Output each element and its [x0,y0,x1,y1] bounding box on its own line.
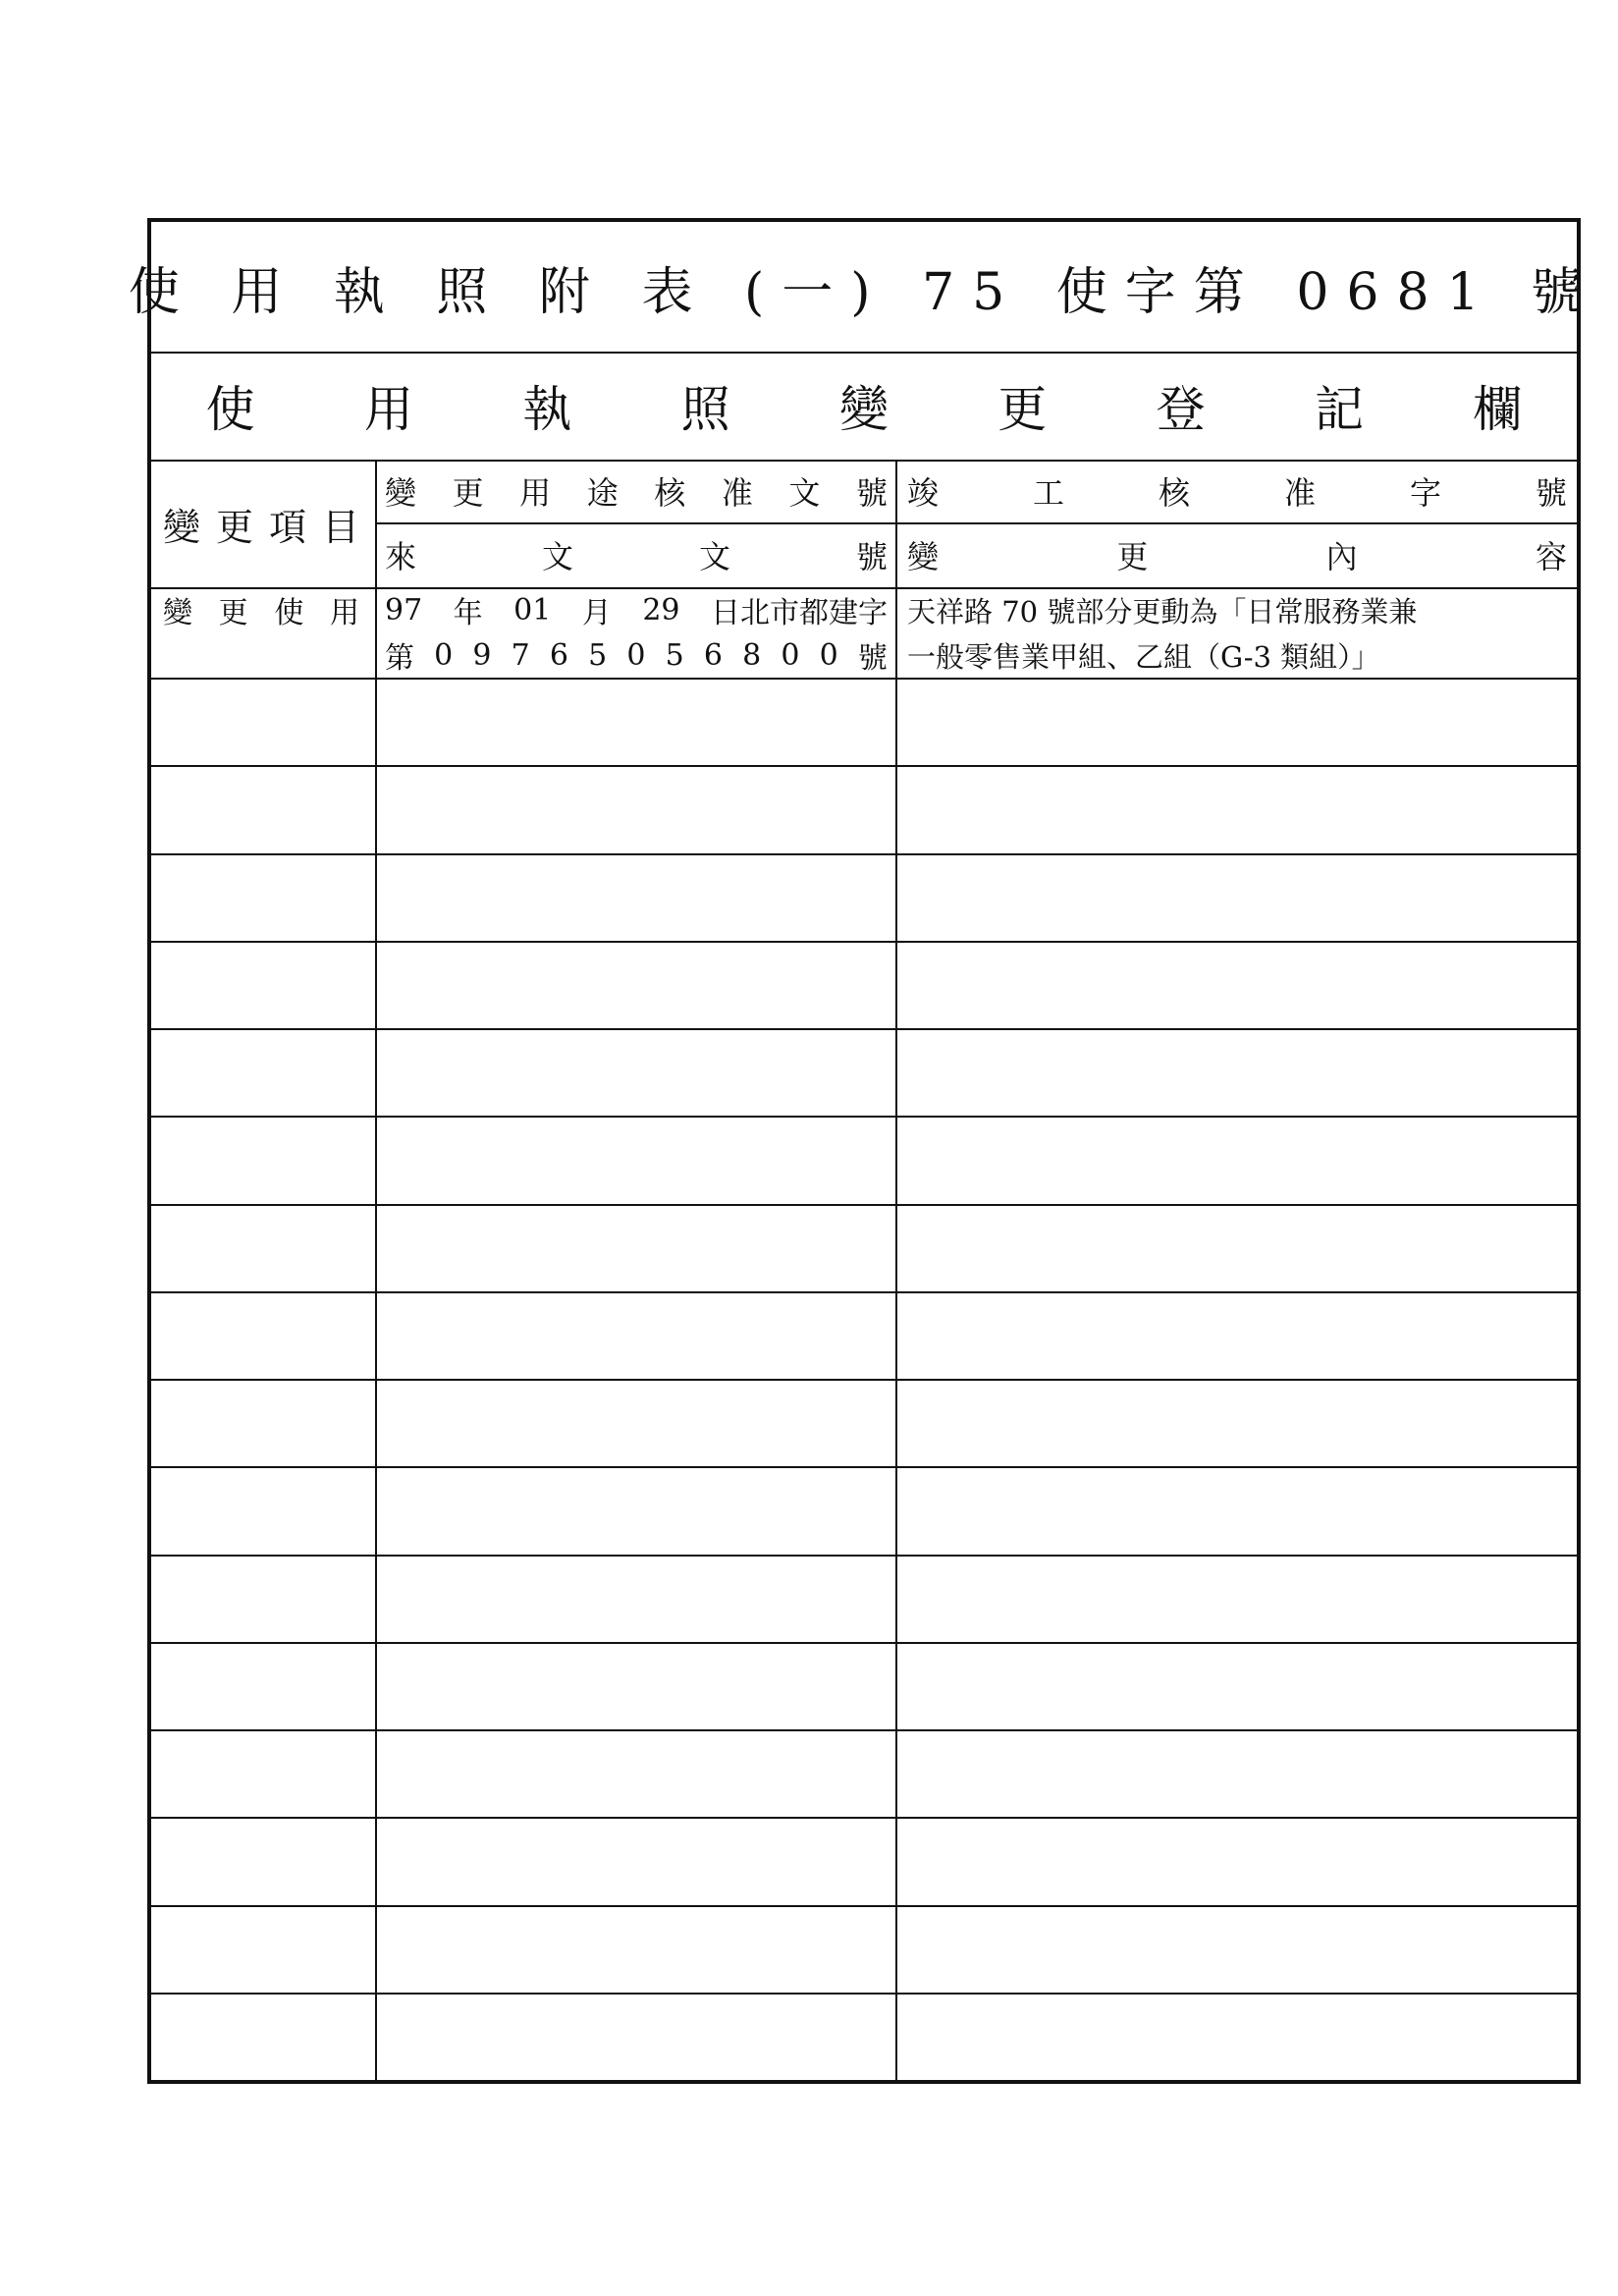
empty-table-row [151,853,1577,943]
header-char: 號 [1535,474,1567,512]
header-char: 變 [385,474,417,512]
section-title-char: 使 [205,381,255,438]
empty-table-row [151,1555,1577,1644]
doc-number-part: 29 [642,592,680,628]
section-title-char: 登 [1156,381,1206,438]
empty-table-row [151,765,1577,854]
header-char: 更 [452,474,484,512]
header-char: 用 [519,474,552,512]
doc-number-part: 0 [626,637,646,673]
table-row [151,587,1577,680]
section-title-char: 用 [363,381,413,438]
doc-number-part: 5 [588,637,608,673]
header-char: 更 [1116,538,1149,575]
header-char: 文 [788,474,821,512]
empty-table-row [151,941,1577,1030]
change-item-char: 使 [274,596,304,630]
doc-number-part: 日北市都建字 [710,596,888,630]
header-char: 竣 [907,474,940,512]
doc-number-part: 8 [742,637,762,673]
header-char: 變 [163,505,201,549]
doc-number-part: 第 [385,641,414,676]
empty-table-row [151,1291,1577,1381]
header-char: 准 [721,474,753,512]
header-char: 號 [855,474,888,512]
change-item-cell [163,587,359,632]
doc-number-part: 9 [472,637,492,673]
empty-table-row [151,1905,1577,1995]
header-char: 文 [541,538,573,575]
doc-number-part: 號 [857,641,888,676]
doc-number-part: 97 [385,592,423,628]
doc-number-part: 0 [819,637,838,673]
header-char: 工 [1032,474,1064,512]
usage-permit-annex-form [128,218,1600,2084]
change-item-char: 用 [329,596,359,630]
header-change-item [163,460,359,587]
header-char: 容 [1535,538,1567,575]
header-char: 項 [268,505,306,549]
header-change-content [907,522,1567,587]
section-title-char: 變 [838,381,889,438]
doc-number-part: 6 [549,637,568,673]
change-item-char: 變 [163,596,192,630]
empty-table-row [151,1204,1577,1293]
doc-number-line-2 [385,632,888,678]
empty-table-row [151,1642,1577,1731]
header-char: 准 [1283,474,1316,512]
header-approval-doc-no [385,460,888,522]
change-item-char: 更 [218,596,248,630]
header-char: 目 [321,505,359,549]
change-content-line-2: 一般零售業甲組、乙組（G-3 類組）」 [907,639,1380,674]
table-body [151,587,1577,2080]
empty-table-row [151,1817,1577,1906]
doc-number-part: 7 [511,637,530,673]
section-title-char: 欄 [1473,381,1523,438]
empty-table-row [151,1116,1577,1205]
header-completion-approval-no [907,460,1567,522]
header-char: 核 [1158,474,1190,512]
header-char: 字 [1409,474,1441,512]
section-title-char: 更 [998,381,1048,438]
section-title-char: 記 [1314,381,1364,438]
empty-table-row [151,1466,1577,1556]
change-content-line-1: 天祥路 70 號部分更動為「日常服務業兼 [907,594,1418,629]
doc-number-part: 年 [453,596,483,630]
header-char: 更 [215,505,253,549]
column-divider-2 [895,460,897,2080]
change-registration-table [151,460,1577,2080]
doc-number-part: 月 [581,596,612,630]
doc-number-line-1 [385,587,888,632]
header-incoming-doc-no [385,522,888,587]
doc-number-part: 0 [781,637,800,673]
empty-table-row [151,1028,1577,1118]
empty-table-row [151,678,1577,767]
header-char: 核 [654,474,686,512]
section-title-char: 執 [522,381,572,438]
header-char: 變 [907,538,940,575]
doc-number-part: 01 [513,592,552,628]
empty-table-row [151,1993,1577,2080]
doc-number-part: 0 [434,637,454,673]
header-char: 途 [586,474,619,512]
header-char: 來 [385,538,417,575]
table-header [151,460,1577,589]
empty-table-row [151,1379,1577,1468]
section-title-row [151,352,1577,462]
section-title-char: 照 [680,381,730,438]
doc-number-part: 5 [665,637,684,673]
doc-number-part: 6 [703,637,723,673]
header-char: 號 [855,538,888,575]
empty-table-row [151,1729,1577,1819]
header-char: 內 [1325,538,1358,575]
form-title-row [128,222,1600,354]
header-char: 文 [698,538,730,575]
column-divider-1 [375,460,377,2080]
form-title: 使 用 執 照 附 表 (一) 75 使字第 0681 號 [128,262,1600,322]
